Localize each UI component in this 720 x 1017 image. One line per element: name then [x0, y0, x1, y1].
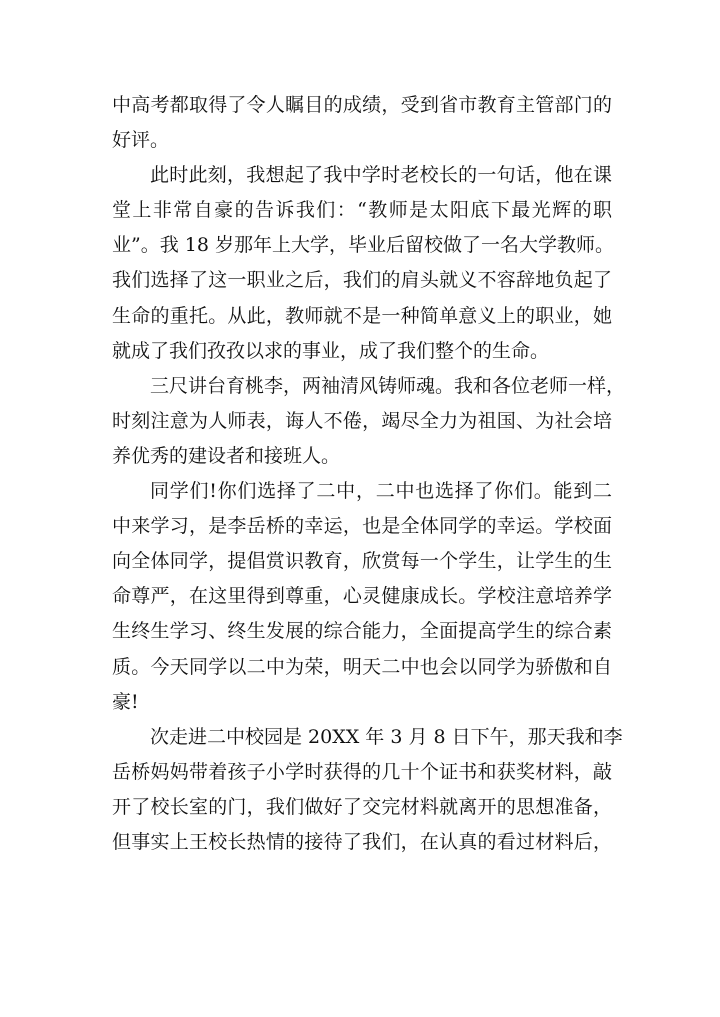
- text-line: 此时此刻，我想起了我中学时老校长的一句话，他在课: [150, 164, 612, 187]
- text-line: 次走进二中校园是 20XX 年 3 月 8 日下午，那天我和李: [150, 725, 623, 748]
- text-line: 但事实上王校长热情的接待了我们，在认真的看过材料后，: [112, 830, 612, 853]
- text-line: 岳桥妈妈带着孩子小学时获得的几十个证书和获奖材料，敲: [112, 760, 612, 783]
- text-line: 业”。我 18 岁那年上大学，毕业后留校做了一名大学教师。: [112, 234, 614, 257]
- document-body: [112, 88, 626, 860]
- text-line: 豪!: [112, 690, 139, 713]
- text-line: 开了校长室的门，我们做好了交完材料就离开的思想准备，: [112, 795, 612, 818]
- text-line: 质。今天同学以二中为荣，明天二中也会以同学为骄傲和自: [112, 655, 612, 678]
- text-line: 好评。: [112, 129, 170, 152]
- text-line: 生命的重托。从此，教师就不是一种简单意义上的职业，她: [112, 304, 612, 327]
- text-line: 中来学习，是李岳桥的幸运，也是全体同学的幸运。学校面: [112, 515, 612, 538]
- text-line: 中高考都取得了令人瞩目的成绩，受到省市教育主管部门的: [112, 94, 612, 116]
- text-line: 同学们!你们选择了二中，二中也选择了你们。能到二: [150, 480, 612, 503]
- text-line: 三尺讲台育桃李，两袖清风铸师魂。我和各位老师一样，: [150, 374, 626, 397]
- text-line: 养优秀的建设者和接班人。: [112, 444, 341, 467]
- text-line: 时刻注意为人师表，诲人不倦，竭尽全力为祖国、为社会培: [112, 409, 612, 432]
- text-line: 命尊严，在这里得到尊重，心灵健康成长。学校注意培养学: [112, 585, 612, 608]
- text-line: 向全体同学，提倡赏识教育，欣赏每一个学生，让学生的生: [112, 550, 612, 573]
- text-line: 生终生学习、终生发展的综合能力，全面提高学生的综合素: [112, 620, 612, 643]
- text-line: 就成了我们孜孜以求的事业，成了我们整个的生命。: [112, 339, 550, 362]
- text-line: 堂上非常自豪的告诉我们：“教师是太阳底下最光辉的职: [112, 199, 612, 222]
- text-line: 我们选择了这一职业之后，我们的肩头就义不容辞地负起了: [112, 269, 612, 292]
